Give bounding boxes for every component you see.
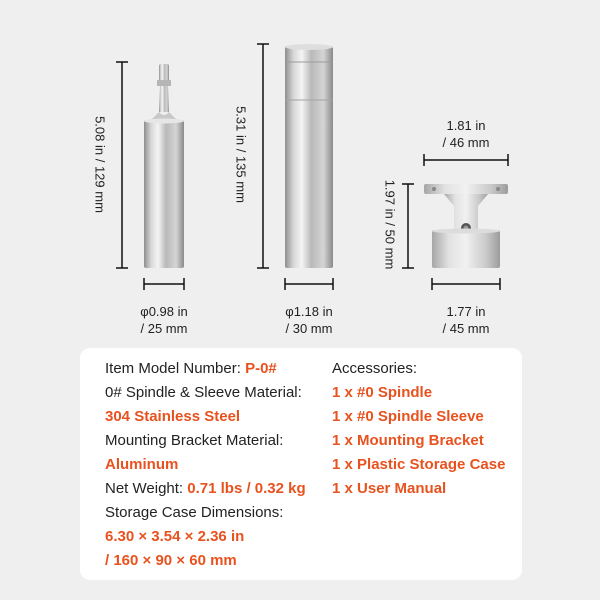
bracket-bottom-width-label [426, 303, 506, 337]
spindle-material-value: 304 Stainless Steel [105, 408, 241, 425]
spindle-image [144, 64, 184, 268]
bracket-height-dimension [402, 184, 414, 268]
sleeve-height-dimension [257, 44, 269, 268]
sleeve-image [285, 44, 333, 268]
storage-case-value-in: 6.30 × 3.54 × 2.36 in [105, 528, 245, 545]
bracket-top-width-mm: / 46 mm [442, 135, 490, 150]
net-weight-value: 0.71 lbs / 0.32 kg [187, 480, 306, 497]
accessory-item: 1 x Mounting Bracket [332, 432, 484, 449]
spindle-diameter-label [124, 303, 204, 337]
bracket-material-value: Aluminum [105, 456, 179, 473]
spindle-material-label: 0# Spindle & Sleeve Material: [105, 384, 302, 401]
storage-case-value-mm: / 160 × 90 × 60 mm [105, 552, 237, 569]
bracket-top-width-in: 1.81 in [446, 118, 486, 133]
bracket-top-dimension [424, 154, 508, 166]
accessory-item: 1 x User Manual [332, 480, 447, 497]
model-number-row [105, 359, 277, 379]
sleeve-diameter-dimension [285, 278, 333, 290]
accessories-title: Accessories: [332, 360, 418, 377]
spindle-diameter-in: φ0.98 in [140, 304, 188, 319]
bracket-bottom-width-in: 1.77 in [446, 304, 486, 319]
model-number-value: P-0# [245, 360, 277, 377]
bracket-image [424, 184, 508, 268]
spindle-diameter-mm: / 25 mm [140, 321, 188, 336]
model-number-label: Item Model Number: [105, 360, 241, 377]
bracket-material-label: Mounting Bracket Material: [105, 432, 284, 449]
sleeve-diameter-mm: / 30 mm [285, 321, 333, 336]
spindle-height-label: 5.08 in / 129 mm [92, 116, 108, 213]
sleeve-height-label: 5.31 in / 135 mm [233, 106, 249, 203]
bracket-height-label: 1.97 in / 50 mm [382, 179, 398, 270]
storage-case-label: Storage Case Dimensions: [105, 504, 284, 521]
specification-card [80, 348, 522, 580]
accessory-item: 1 x Plastic Storage Case [332, 456, 506, 473]
net-weight-label: Net Weight: [105, 480, 184, 497]
sleeve-diameter-label [269, 303, 349, 337]
bracket-top-width-label [426, 117, 506, 151]
accessory-item: 1 x #0 Spindle Sleeve [332, 408, 484, 425]
spindle-diameter-dimension [144, 278, 184, 290]
accessory-item: 1 x #0 Spindle [332, 384, 433, 401]
sleeve-diameter-in: φ1.18 in [285, 304, 333, 319]
bracket-bottom-dimension [432, 278, 500, 290]
spindle-height-dimension [116, 62, 128, 268]
bracket-bottom-width-mm: / 45 mm [442, 321, 490, 336]
net-weight-row [105, 479, 306, 499]
